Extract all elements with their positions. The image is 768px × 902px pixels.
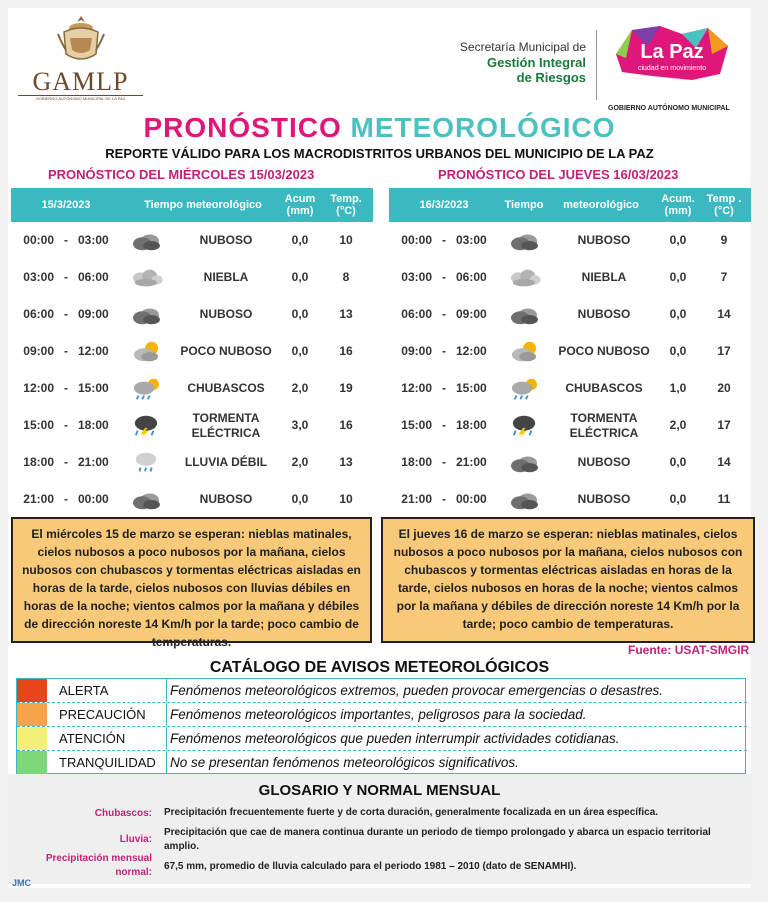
weather-description: NUBOSO	[577, 307, 631, 321]
page-subtitle: REPORTE VÁLIDO PARA LOS MACRODISTRITOS URBANOS DEL MUNICIPIO DE LA PAZ	[105, 146, 654, 161]
header-weather-a: Tiempo	[504, 199, 544, 211]
catalog-name: ATENCIÓN	[51, 727, 167, 750]
table-header	[389, 188, 751, 222]
header-date: 16/3/2023	[419, 199, 469, 211]
temperature: 10	[339, 492, 353, 506]
temperature: 14	[717, 307, 731, 321]
catalog-desc: Fenómenos meteorológicos que pueden interrumpir actividades cotidianas.	[170, 731, 620, 746]
table-row	[11, 481, 373, 518]
precip-acum: 0,0	[291, 233, 309, 247]
weather-description: NUBOSO	[199, 307, 253, 321]
time-range: 06:00 - 09:00	[23, 307, 109, 321]
partly-cloudy-icon	[123, 333, 169, 370]
glossary-title: GLOSARIO Y NORMAL MENSUAL	[258, 782, 501, 799]
thunderstorm-icon	[501, 407, 547, 444]
glossary-term: Lluvia:	[119, 834, 152, 845]
glossary-definition: 67,5 mm, promedio de lluvia calculado para el periodo 1981 – 2010 (dato de SENAMHI).	[164, 861, 577, 872]
header-weather-b: meteorológico	[563, 199, 639, 211]
time-range: 21:00 - 00:00	[23, 492, 109, 506]
precip-acum: 2,0	[291, 381, 309, 395]
weather-description: NUBOSO	[199, 233, 253, 247]
time-range: 03:00 - 06:00	[401, 270, 487, 284]
time-range: 00:00 - 03:00	[401, 233, 487, 247]
temperature: 16	[339, 418, 353, 432]
weather-description: NUBOSO	[577, 492, 631, 506]
table-row	[389, 222, 751, 259]
cloudy-icon	[501, 481, 547, 518]
day-2-heading: PRONÓSTICO DEL JUEVES 16/03/2023	[438, 167, 679, 182]
precip-acum: 0,0	[291, 307, 309, 321]
time-range: 09:00 - 12:00	[401, 344, 487, 358]
time-range: 21:00 - 00:00	[401, 492, 487, 506]
glossary-definition: Precipitación frecuentemente fuerte y de corta duración, generalmente focalizada en un área específica.	[164, 807, 659, 818]
cloudy-icon	[123, 481, 169, 518]
bulletin	[8, 8, 751, 888]
partly-cloudy-icon	[501, 333, 547, 370]
gamlp-logo-text: GAMLP	[32, 67, 129, 96]
catalog-desc: No se presentan fenómenos meteorológicos significativos.	[170, 755, 519, 770]
temperature: 20	[717, 381, 731, 395]
source-note	[628, 643, 749, 657]
temperature: 11	[717, 492, 731, 506]
page-title	[8, 112, 751, 144]
weather-description: POCO NUBOSO	[558, 344, 650, 358]
weather-description: NUBOSO	[577, 233, 631, 247]
fog-icon	[501, 259, 547, 296]
header-date: 15/3/2023	[41, 199, 91, 211]
rows-day-1	[11, 222, 373, 518]
forecast-table-day-2	[389, 188, 751, 518]
tranquilidad-swatch	[17, 751, 47, 774]
alerta-swatch	[17, 679, 47, 702]
weather-description: TORMENTA ELÉCTRICA	[191, 410, 261, 440]
glossary-term: Chubascos:	[94, 808, 152, 819]
precip-acum: 3,0	[291, 418, 309, 432]
catalog-title: CATÁLOGO DE AVISOS METEOROLÓGICOS	[209, 659, 550, 676]
table-row	[389, 259, 751, 296]
day-1-heading: PRONÓSTICO DEL MIÉRCOLES 15/03/2023	[48, 167, 315, 182]
secretaria-line-1: Secretaría Municipal de	[459, 40, 586, 54]
catalog-row-alerta	[17, 679, 747, 703]
fog-icon	[123, 259, 169, 296]
cloudy-icon	[501, 296, 547, 333]
temperature: 19	[339, 381, 353, 395]
day-1-summary: El miércoles 15 de marzo se esperan: nieblas matinales, cielos nubosos a poco nubosos por la mañana, cielos nubosos con chubascos y tormentas eléctricas aisladas en horas de la tarde, cielos nubosos con lluvias débiles en horas de la noche; vientos calmos por la mañana y débiles de dirección noreste 14 Km/h por la tarde; poco cambio de temperaturas.	[11, 517, 372, 643]
light-rain-icon	[123, 444, 169, 481]
crest-icon	[54, 14, 108, 64]
table-row	[389, 296, 751, 333]
time-range: 03:00 - 06:00	[23, 270, 109, 284]
time-range: 15:00 - 18:00	[23, 418, 109, 432]
weather-description: NUBOSO	[199, 492, 253, 506]
cloudy-icon	[501, 444, 547, 481]
precip-acum: 0,0	[669, 270, 687, 284]
secretaria-line-2: Gestión Integral	[487, 55, 586, 70]
precip-acum: 0,0	[669, 344, 687, 358]
glossary-term: Precipitación mensual normal:	[45, 853, 152, 878]
temperature: 13	[339, 455, 353, 469]
author-initials: JMC	[12, 878, 32, 888]
day-2-summary: El jueves 16 de marzo se esperan: nieblas matinales, cielos nubosos a poco nubosos por la mañana, cielos nubosos con chubascos y tormentas eléctricas aisladas en horas de la tarde, cielos nubosos en horas de la noche; vientos calmos por la mañana y débiles de dirección noreste 14 Km/h por la tarde; poco cambio de temperaturas.	[381, 517, 755, 643]
catalog-row-precaucion	[17, 703, 747, 727]
thunderstorm-icon	[123, 407, 169, 444]
header-temp: Temp. (°C)	[330, 193, 362, 217]
weather-description: NIEBLA	[203, 270, 249, 284]
table-row	[11, 333, 373, 370]
header-temp: Temp . (°C)	[706, 193, 742, 217]
cloudy-icon	[501, 222, 547, 259]
time-range: 18:00 - 21:00	[23, 455, 109, 469]
forecast-table-day-1	[11, 188, 373, 518]
temperature: 14	[717, 455, 731, 469]
time-range: 00:00 - 03:00	[23, 233, 109, 247]
weather-description: NUBOSO	[577, 455, 631, 469]
precip-acum: 0,0	[291, 492, 309, 506]
precip-acum: 0,0	[669, 233, 687, 247]
header-acum: Acum. (mm)	[661, 193, 695, 217]
glossary-definition: Precipitación que cae de manera continua durante un periodo de tiempo prolongado y abarca un espacio territorial amplio.	[164, 827, 711, 852]
precip-acum: 0,0	[669, 307, 687, 321]
table-row	[11, 296, 373, 333]
precaucion-swatch	[17, 703, 47, 726]
atencion-swatch	[17, 727, 47, 750]
table-header	[11, 188, 373, 222]
precip-acum: 1,0	[669, 381, 687, 395]
header-divider	[596, 30, 597, 100]
precip-acum: 0,0	[669, 492, 687, 506]
time-range: 06:00 - 09:00	[401, 307, 487, 321]
rows-day-2	[389, 222, 751, 518]
temperature: 13	[339, 307, 353, 321]
showers-icon	[501, 370, 547, 407]
table-row	[11, 222, 373, 259]
header-acum: Acum (mm)	[284, 193, 316, 217]
table-row	[389, 407, 751, 444]
weather-description: CHUBASCOS	[565, 381, 643, 395]
title-word-1: PRONÓSTICO	[143, 112, 342, 143]
catalog-name: TRANQUILIDAD	[51, 751, 167, 774]
catalog-row-tranquilidad	[17, 751, 747, 775]
table-row	[11, 407, 373, 444]
temperature: 10	[339, 233, 353, 247]
weather-description: NIEBLA	[581, 270, 627, 284]
la-paz-logo	[612, 24, 732, 82]
temperature: 7	[720, 270, 728, 284]
gamlp-logo-subtext: GOBIERNO AUTÓNOMO MUNICIPAL DE LA PAZ	[18, 95, 143, 101]
precip-acum: 0,0	[291, 270, 309, 284]
table-row	[389, 481, 751, 518]
weather-description: CHUBASCOS	[187, 381, 265, 395]
time-range: 12:00 - 15:00	[23, 381, 109, 395]
catalog-row-atencion	[17, 727, 747, 751]
secretaria-line-3: de Riesgos	[516, 70, 586, 85]
table-row	[11, 370, 373, 407]
catalog-table	[16, 678, 746, 774]
glossary-panel	[8, 774, 751, 884]
cloudy-icon	[123, 222, 169, 259]
time-range: 09:00 - 12:00	[23, 344, 109, 358]
gamlp-logo	[18, 14, 143, 102]
time-range: 12:00 - 15:00	[401, 381, 487, 395]
cloudy-icon	[123, 296, 169, 333]
temperature: 16	[339, 344, 353, 358]
la-paz-caption: GOBIERNO AUTÓNOMO MUNICIPAL	[608, 105, 730, 112]
time-range: 15:00 - 18:00	[401, 418, 487, 432]
weather-description: LLUVIA DÉBIL	[184, 455, 268, 469]
la-paz-logo-subtext: ciudad en movimiento	[637, 65, 707, 72]
precip-acum: 2,0	[291, 455, 309, 469]
showers-icon	[123, 370, 169, 407]
temperature: 8	[342, 270, 350, 284]
precip-acum: 0,0	[291, 344, 309, 358]
header-weather: Tiempo meteorológico	[144, 199, 262, 211]
table-row	[11, 444, 373, 481]
source-value: USAT-SMGIR	[674, 643, 750, 657]
catalog-name: ALERTA	[51, 679, 167, 702]
time-range: 18:00 - 21:00	[401, 455, 487, 469]
temperature: 17	[717, 418, 731, 432]
catalog-name: PRECAUCIÓN	[51, 703, 167, 726]
table-row	[389, 370, 751, 407]
weather-description: TORMENTA ELÉCTRICA	[569, 410, 639, 440]
table-row	[389, 333, 751, 370]
table-row	[11, 259, 373, 296]
secretaria-heading	[438, 40, 586, 85]
weather-description: POCO NUBOSO	[180, 344, 272, 358]
la-paz-logo-text: La Paz	[640, 41, 704, 63]
source-label: Fuente:	[628, 643, 672, 657]
title-word-2: METEOROLÓGICO	[350, 112, 616, 143]
precip-acum: 2,0	[669, 418, 687, 432]
precip-acum: 0,0	[669, 455, 687, 469]
table-row	[389, 444, 751, 481]
temperature: 9	[720, 233, 728, 247]
catalog-desc: Fenómenos meteorológicos extremos, pueden provocar emergencias o desastres.	[170, 683, 664, 698]
catalog-desc: Fenómenos meteorológicos importantes, peligrosos para la sociedad.	[170, 707, 587, 722]
temperature: 17	[717, 344, 731, 358]
